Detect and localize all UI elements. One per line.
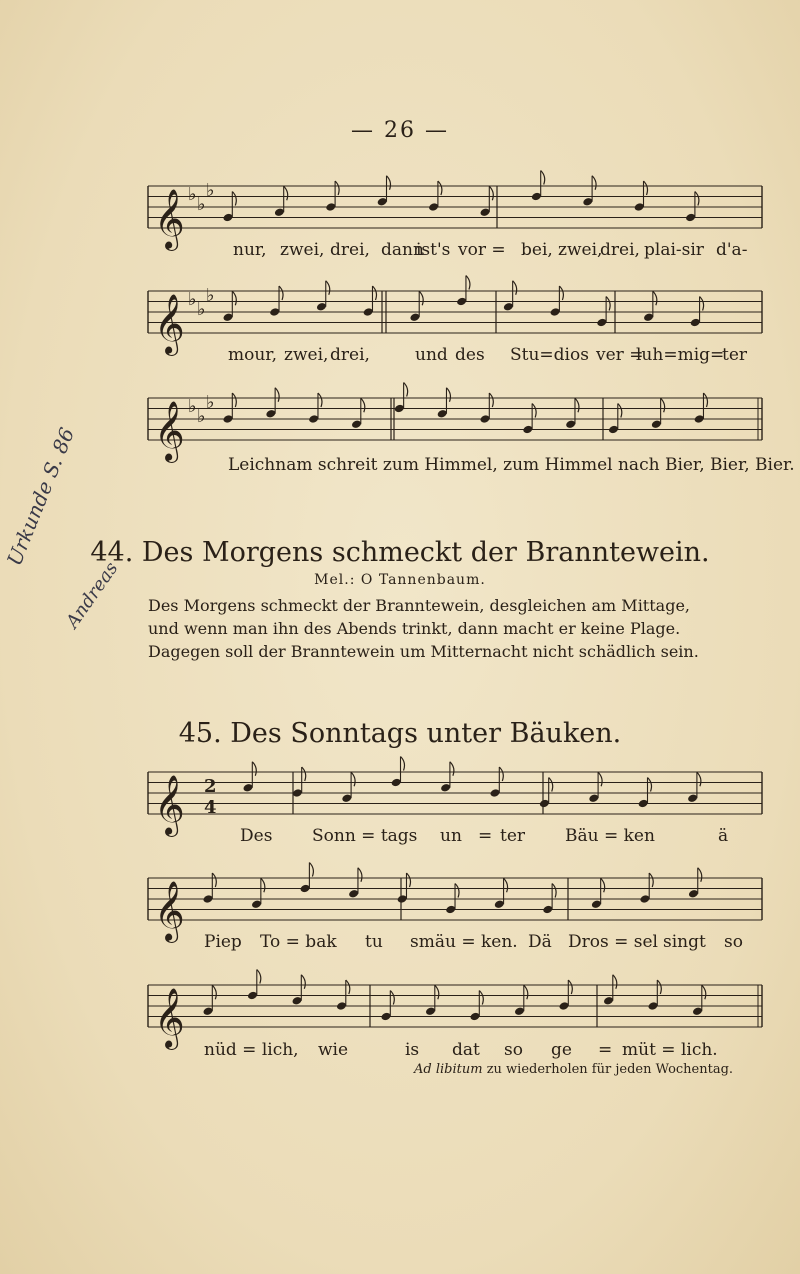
lyric-syllable: Bäu = ken (565, 826, 655, 846)
page-number: — 26 — (351, 118, 449, 143)
footnote-text: zu wiederholen für jeden Wochentag. (482, 1062, 734, 1077)
lyric-syllable: ä (718, 826, 729, 846)
svg-text:♭: ♭ (188, 184, 197, 205)
lyric-syllable: tu (365, 932, 383, 952)
lyric-syllable: und (415, 345, 448, 365)
lyric-syllable: ter (500, 826, 526, 846)
lyric-syllable: smäu = ken. (410, 932, 518, 952)
lyric-syllable: luh=mig= (636, 345, 725, 365)
lyric-syllable: = (478, 826, 493, 846)
lyric-syllable: dat (452, 1040, 480, 1060)
lyric-syllable: müt = lich. (622, 1040, 718, 1060)
lyric-syllable: = (598, 1040, 613, 1060)
lyric-syllable: d'a- (716, 240, 748, 260)
lyric-syllable: zwei, (284, 345, 329, 365)
lyric-syllable: is (405, 1040, 420, 1060)
song-44-line-1: Des Morgens schmeckt der Branntewein, desgleichen am Mittage, (148, 596, 690, 615)
lyric-syllable: zwei, (280, 240, 325, 260)
svg-text:𝄞: 𝄞 (154, 988, 185, 1048)
lyric-syllable: ist's (416, 240, 451, 260)
lyric-syllable: Leichnam schreit zum Himmel, zum Himmel nach Bier, Bier, Bier. (228, 455, 795, 475)
lyric-syllable: wie (318, 1040, 349, 1060)
svg-text:♭: ♭ (188, 396, 197, 417)
svg-text:♭: ♭ (197, 194, 206, 215)
svg-text:4: 4 (204, 797, 217, 818)
song-44-line-3: Dagegen soll der Branntewein um Mitternacht nicht schädlich sein. (148, 642, 699, 661)
lyric-syllable: drei, (330, 345, 370, 365)
lyric-syllable: Stu=dios (510, 345, 589, 365)
svg-text:𝄞: 𝄞 (154, 294, 185, 354)
lyric-syllable: mour, (228, 345, 277, 365)
lyric-syllable: Piep (204, 932, 242, 952)
song-44-line-2: und wenn man ihn des Abends trinkt, dann macht er keine Plage. (148, 619, 681, 638)
lyric-syllable: singt (663, 932, 706, 952)
lyric-syllable: plai-sir (644, 240, 704, 260)
svg-text:♭: ♭ (197, 299, 206, 320)
lyric-syllable: so (724, 932, 743, 952)
svg-text:2: 2 (204, 776, 217, 797)
song-44-melody: Mel.: O Tannenbaum. (314, 572, 486, 588)
lyric-syllable: To = bak (260, 932, 337, 952)
lyric-syllable: ver = (596, 345, 644, 365)
song-44-title: 44. Des Morgens schmeckt der Branntewein. (90, 537, 710, 568)
handwritten-note-1: Urkunde S. 86 (2, 424, 80, 569)
lyric-syllable: zwei, (558, 240, 603, 260)
handwritten-note-2: Andreas (62, 558, 123, 633)
lyric-syllable: bei, (521, 240, 553, 260)
svg-text:♭: ♭ (188, 289, 197, 310)
lyric-syllable: ge (551, 1040, 572, 1060)
lyric-syllable: dann (381, 240, 424, 260)
svg-text:♭: ♭ (206, 180, 215, 201)
song-45-title: 45. Des Sonntags unter Bäuken. (178, 718, 622, 749)
footnote (414, 1062, 733, 1077)
svg-text:♭: ♭ (197, 406, 206, 427)
lyric-syllable: Des (240, 826, 273, 846)
lyric-syllable: ter (722, 345, 748, 365)
svg-text:𝄞: 𝄞 (154, 775, 185, 835)
footnote-italic: Ad libitum (414, 1062, 483, 1077)
lyric-syllable: Sonn = tags (312, 826, 418, 846)
lyric-syllable: drei, (600, 240, 640, 260)
lyric-syllable: Dä (528, 932, 552, 952)
svg-text:𝄞: 𝄞 (154, 189, 185, 249)
lyric-syllable: nüd = lich, (204, 1040, 299, 1060)
svg-text:𝄞: 𝄞 (154, 401, 185, 461)
lyric-syllable: des (455, 345, 485, 365)
svg-text:♭: ♭ (206, 392, 215, 413)
svg-text:♭: ♭ (206, 285, 215, 306)
lyric-syllable: un (440, 826, 462, 846)
lyric-syllable: Dros = sel (568, 932, 658, 952)
lyric-syllable: drei, (330, 240, 370, 260)
lyric-syllable: vor = (458, 240, 506, 260)
lyric-syllable: so (504, 1040, 523, 1060)
lyric-syllable: nur, (233, 240, 267, 260)
svg-text:𝄞: 𝄞 (154, 881, 185, 941)
